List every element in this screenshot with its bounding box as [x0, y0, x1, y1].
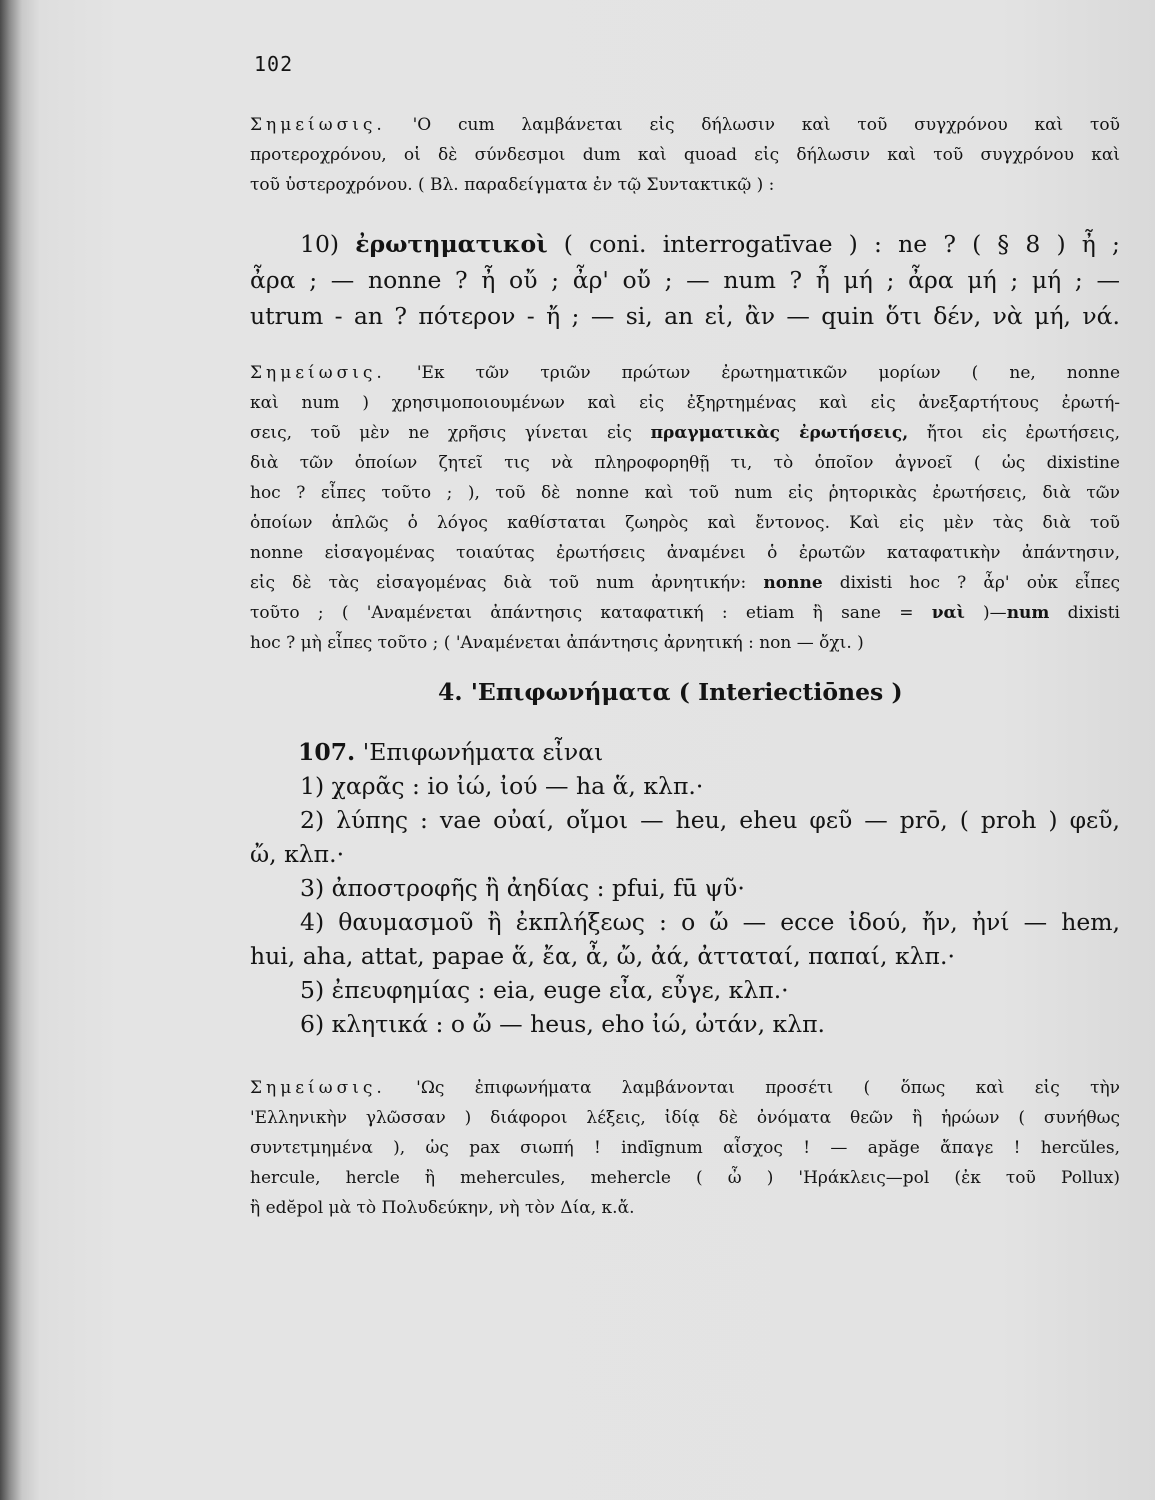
- note-emphasis: num: [1006, 603, 1050, 623]
- item-text: utrum - an ? πότερον - ἤ ; — si, an εἰ, ἂν — quin ὅτι δέν, νὰ μή, νά.: [250, 302, 1120, 330]
- item-text: ἆρα ; — nonne ? ἦ οὔ ; ἆρ' οὔ ; — num ? ἦ μή ; ἆρα μή ; μή ; —: [250, 266, 1120, 294]
- note-text: ὁποίων ἁπλῶς ὁ λόγος καθίσταται ζωηρὸς καὶ ἔντονος. Καὶ εἰς μὲν τὰς διὰ τοῦ: [250, 513, 1120, 533]
- list-item: 4) θαυμασμοῦ ἢ ἐκπλήξεως : o ὤ — ecce ἰδού, ἤν, ἠνί — hem,: [300, 908, 1120, 936]
- note-label: Σημείωσις.: [250, 1078, 386, 1098]
- note-text: hercule, hercle ἢ mehercules, mehercle ( ὦ ) 'Ηράκλεις—pol (ἐκ τοῦ Pollux): [250, 1168, 1120, 1188]
- note-interjection-words: [250, 1073, 1120, 1223]
- note-interrogative-particles: [250, 358, 1120, 658]
- note-text: dixisti: [1067, 603, 1120, 623]
- list-item: 6) κλητικά : o ὤ — heus, eho ἰώ, ὠτάν, κλπ.: [300, 1010, 826, 1038]
- item-term: ἐρωτηματικοὶ: [355, 230, 548, 258]
- note-text: 'Ο cum λαμβάνεται εἰς δήλωσιν καὶ τοῦ συγχρόνου καὶ τοῦ: [412, 115, 1120, 135]
- note-temporal-conjunctions: [250, 110, 1120, 200]
- note-text: εἰς δὲ τὰς εἰσαγομένας διὰ τοῦ num ἀρνητικήν:: [250, 573, 747, 593]
- page-number: 102: [254, 52, 294, 76]
- note-text: 'Ελληνικὴν γλῶσσαν ) διάφοροι λέξεις, ἰδίᾳ δὲ ὀνόματα θεῶν ἢ ἡρώων ( συνήθως: [250, 1108, 1120, 1128]
- list-item: ὤ, κλπ.·: [250, 840, 345, 868]
- note-text: ἤτοι εἰς ἐρωτήσεις,: [926, 423, 1121, 443]
- note-text: hoc ? μὴ εἶπες τοῦτο ; ( 'Αναμένεται ἀπάντησις ἀρνητική : non — ὄχι. ): [250, 633, 864, 653]
- note-text: nonne εἰσαγομένας τοιαύτας ἐρωτήσεις ἀναμένει ὁ ἐρωτῶν καταφατικὴν ἀπάντησιν,: [250, 543, 1120, 563]
- note-emphasis: πραγματικὰς ἐρωτήσεις,: [650, 423, 909, 443]
- note-text: τοῦτο ; ( 'Αναμένεται ἀπάντησις καταφατική : etiam ἢ sane =: [250, 603, 914, 623]
- list-item: 5) ἐπευφημίας : eia, euge εἶα, εὖγε, κλπ.·: [300, 976, 789, 1004]
- note-text: τοῦ ὑστεροχρόνου. ( Βλ. παραδείγματα ἐν τῷ Συντακτικῷ ) :: [250, 175, 775, 195]
- paragraph-number: 107.: [298, 738, 356, 766]
- note-text: προτεροχρόνου, οἱ δὲ σύνδεσμοι dum καὶ quoad εἰς δήλωσιν καὶ τοῦ συγχρόνου καὶ: [250, 145, 1120, 165]
- note-label: Σημείωσις.: [250, 363, 386, 383]
- list-item: 3) ἀποστροφῆς ἢ ἀηδίας : pfui, fū ψῦ·: [300, 874, 745, 902]
- list-item: 1) χαρᾶς : io ἰώ, ἰού — ha ἅ, κλπ.·: [300, 772, 704, 800]
- note-text: διὰ τῶν ὁποίων ζητεῖ τις νὰ πληροφορηθῇ τι, τὸ ὁποῖον ἀγνοεῖ ( ὡς dixistine: [250, 453, 1120, 473]
- item-text: ( coni. interrogatīvae ) : ne ? ( § 8 ) ἦ ;: [563, 230, 1120, 258]
- note-text: συντετμημένα ), ὡς pax σιωπή ! indīgnum αἶσχος ! — apăge ἄπαγε ! hercŭles,: [250, 1138, 1120, 1158]
- item-number: 10): [300, 230, 340, 258]
- note-label: Σημείωσις.: [250, 115, 386, 135]
- note-emphasis: nonne: [763, 573, 823, 593]
- note-text: hoc ? εἶπες τοῦτο ; ), τοῦ δὲ nonne καὶ τοῦ num εἰς ῥητορικὰς ἐρωτήσεις, διὰ τῶν: [250, 483, 1120, 503]
- note-text: καὶ num ) χρησιμοποιουμένων καὶ εἰς ἐξηρτημένας καὶ εἰς ἀνεξαρτήτους ἐρωτή-: [250, 393, 1120, 413]
- note-emphasis: ναὶ: [931, 603, 965, 623]
- note-text: 'Ως ἐπιφωνήματα λαμβάνονται προσέτι ( ὅπως καὶ εἰς τὴν: [416, 1078, 1120, 1098]
- item-interrogative-conjunctions: [250, 226, 1120, 334]
- list-item: 2) λύπης : vae οὐαί, οἴμοι — heu, eheu φεῦ — prō, ( proh ) φεῦ,: [300, 806, 1120, 834]
- paragraph-107: [250, 735, 1120, 1041]
- note-text: 'Εκ τῶν τριῶν πρώτων ἐρωτηματικῶν μορίων ( ne, nonne: [416, 363, 1120, 383]
- note-text: )—: [983, 603, 1007, 623]
- paragraph-intro: 'Επιφωνήματα εἶναι: [362, 738, 604, 766]
- section-heading: 4. 'Επιφωνήματα ( Interiectiōnes ): [438, 678, 903, 706]
- note-text: ἢ edĕpol μὰ τὸ Πολυδεύκην, νὴ τὸν Δία, κ.ἄ.: [250, 1198, 635, 1218]
- list-item: hui, aha, attat, papae ἅ, ἔα, ἆ, ὤ, ἀά, ἀτταταί, παπαί, κλπ.·: [250, 942, 955, 970]
- note-text: σεις, τοῦ μὲν ne χρῆσις γίνεται εἰς: [250, 423, 632, 443]
- note-text: dixisti hoc ? ἆρ' οὐκ εἶπες: [839, 573, 1121, 593]
